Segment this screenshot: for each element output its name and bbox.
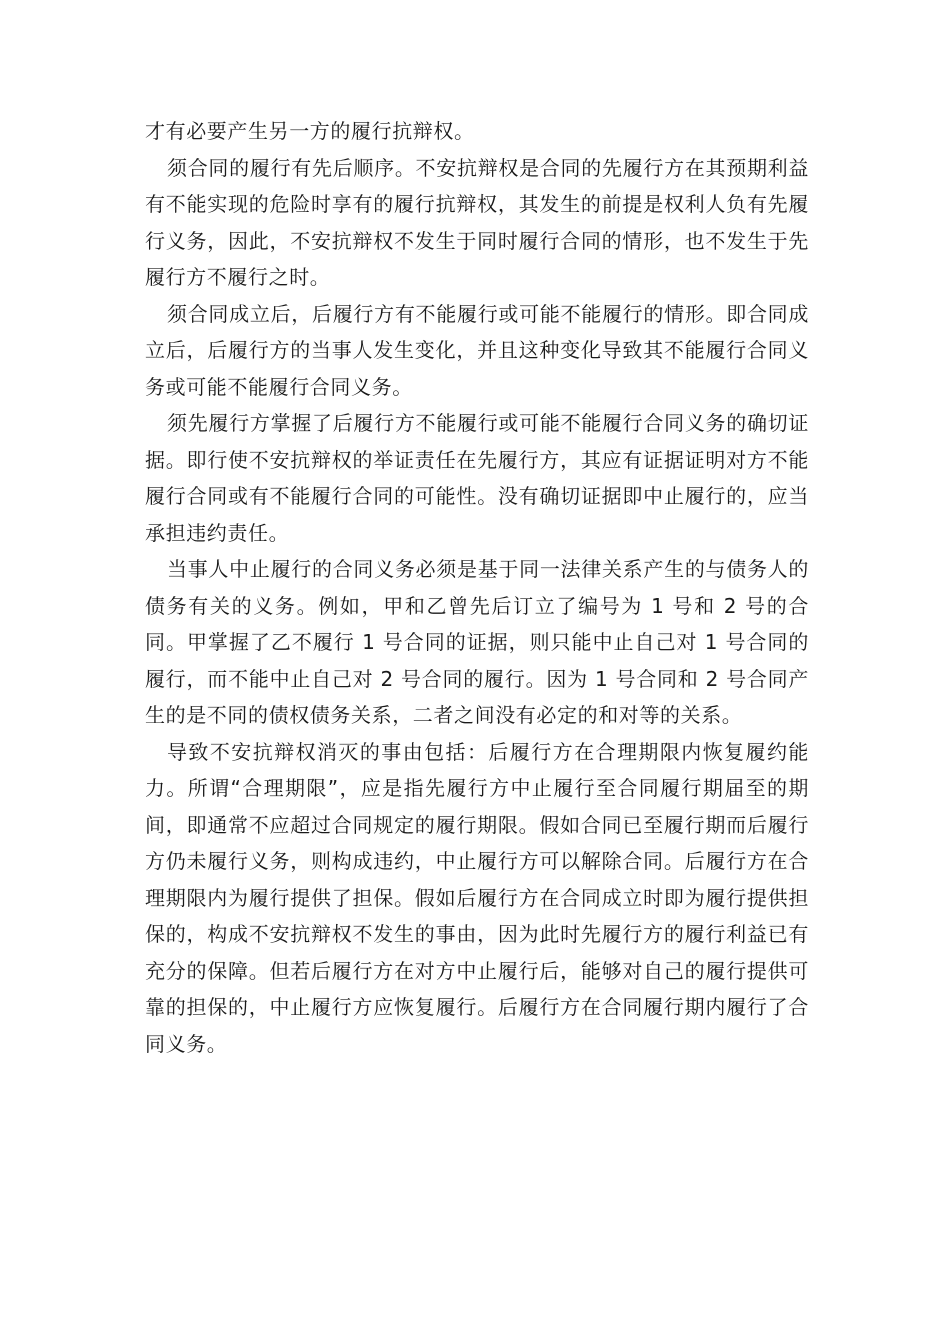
paragraph-inability-condition: 须合同成立后，后履行方有不能履行或可能不能履行的情形。即合同成立后，后履行方的当事人发生变化，并且这种变化导致其不能履行合同义务或可能不能履行合同义务。	[145, 301, 809, 399]
paragraph-continuation: 才有必要产生另一方的履行抗辩权。	[145, 119, 475, 143]
paragraph-same-legal-relation: 当事人中止履行的合同义务必须是基于同一法律关系产生的与债务人的债务有关的义务。例如，甲和乙曾先后订立了编号为 1 号和 2 号的合同。甲掌握了乙不履行 1 号合同的证据，则只能中止自己对 1 号合同的履行，而不能中止自己对 2 号合同的履行。因为 1 号合同和 2 号合同产生的是不同的债权债务关系，二者之间没有必定的和对等的关系。	[145, 557, 809, 727]
paragraph-extinction-causes: 导致不安抗辩权消灭的事由包括：后履行方在合理期限内恢复履约能力。所谓“合理期限”，应是指先履行方中止履行至合同履行期届至的期间，即通常不应超过合同规定的履行期限。假如合同已至履行期而后履行方仍未履行义务，则构成违约，中止履行方可以解除合同。后履行方在合理期限内为履行提供了担保。假如后履行方在合同成立时即为履行提供担保的，构成不安抗辩权不发生的事由，因为此时先履行方的履行利益已有充分的保障。但若后履行方在对方中止履行后，能够对自己的履行提供可靠的担保的，中止履行方应恢复履行。后履行方在合同履行期内履行了合同义务。	[145, 739, 809, 1056]
paragraph-evidence-condition: 须先履行方掌握了后履行方不能履行或可能不能履行合同义务的确切证据。即行使不安抗辩权的举证责任在先履行方，其应有证据证明对方不能履行合同或有不能履行合同的可能性。没有确切证据即中止履行的，应当承担违约责任。	[145, 411, 809, 545]
paragraph-sequence-condition: 须合同的履行有先后顺序。不安抗辩权是合同的先履行方在其预期利益有不能实现的危险时享有的履行抗辩权，其发生的前提是权利人负有先履行义务，因此，不安抗辩权不发生于同时履行合同的情形，也不发生于先履行方不履行之时。	[145, 155, 809, 289]
document-body	[145, 113, 809, 1062]
